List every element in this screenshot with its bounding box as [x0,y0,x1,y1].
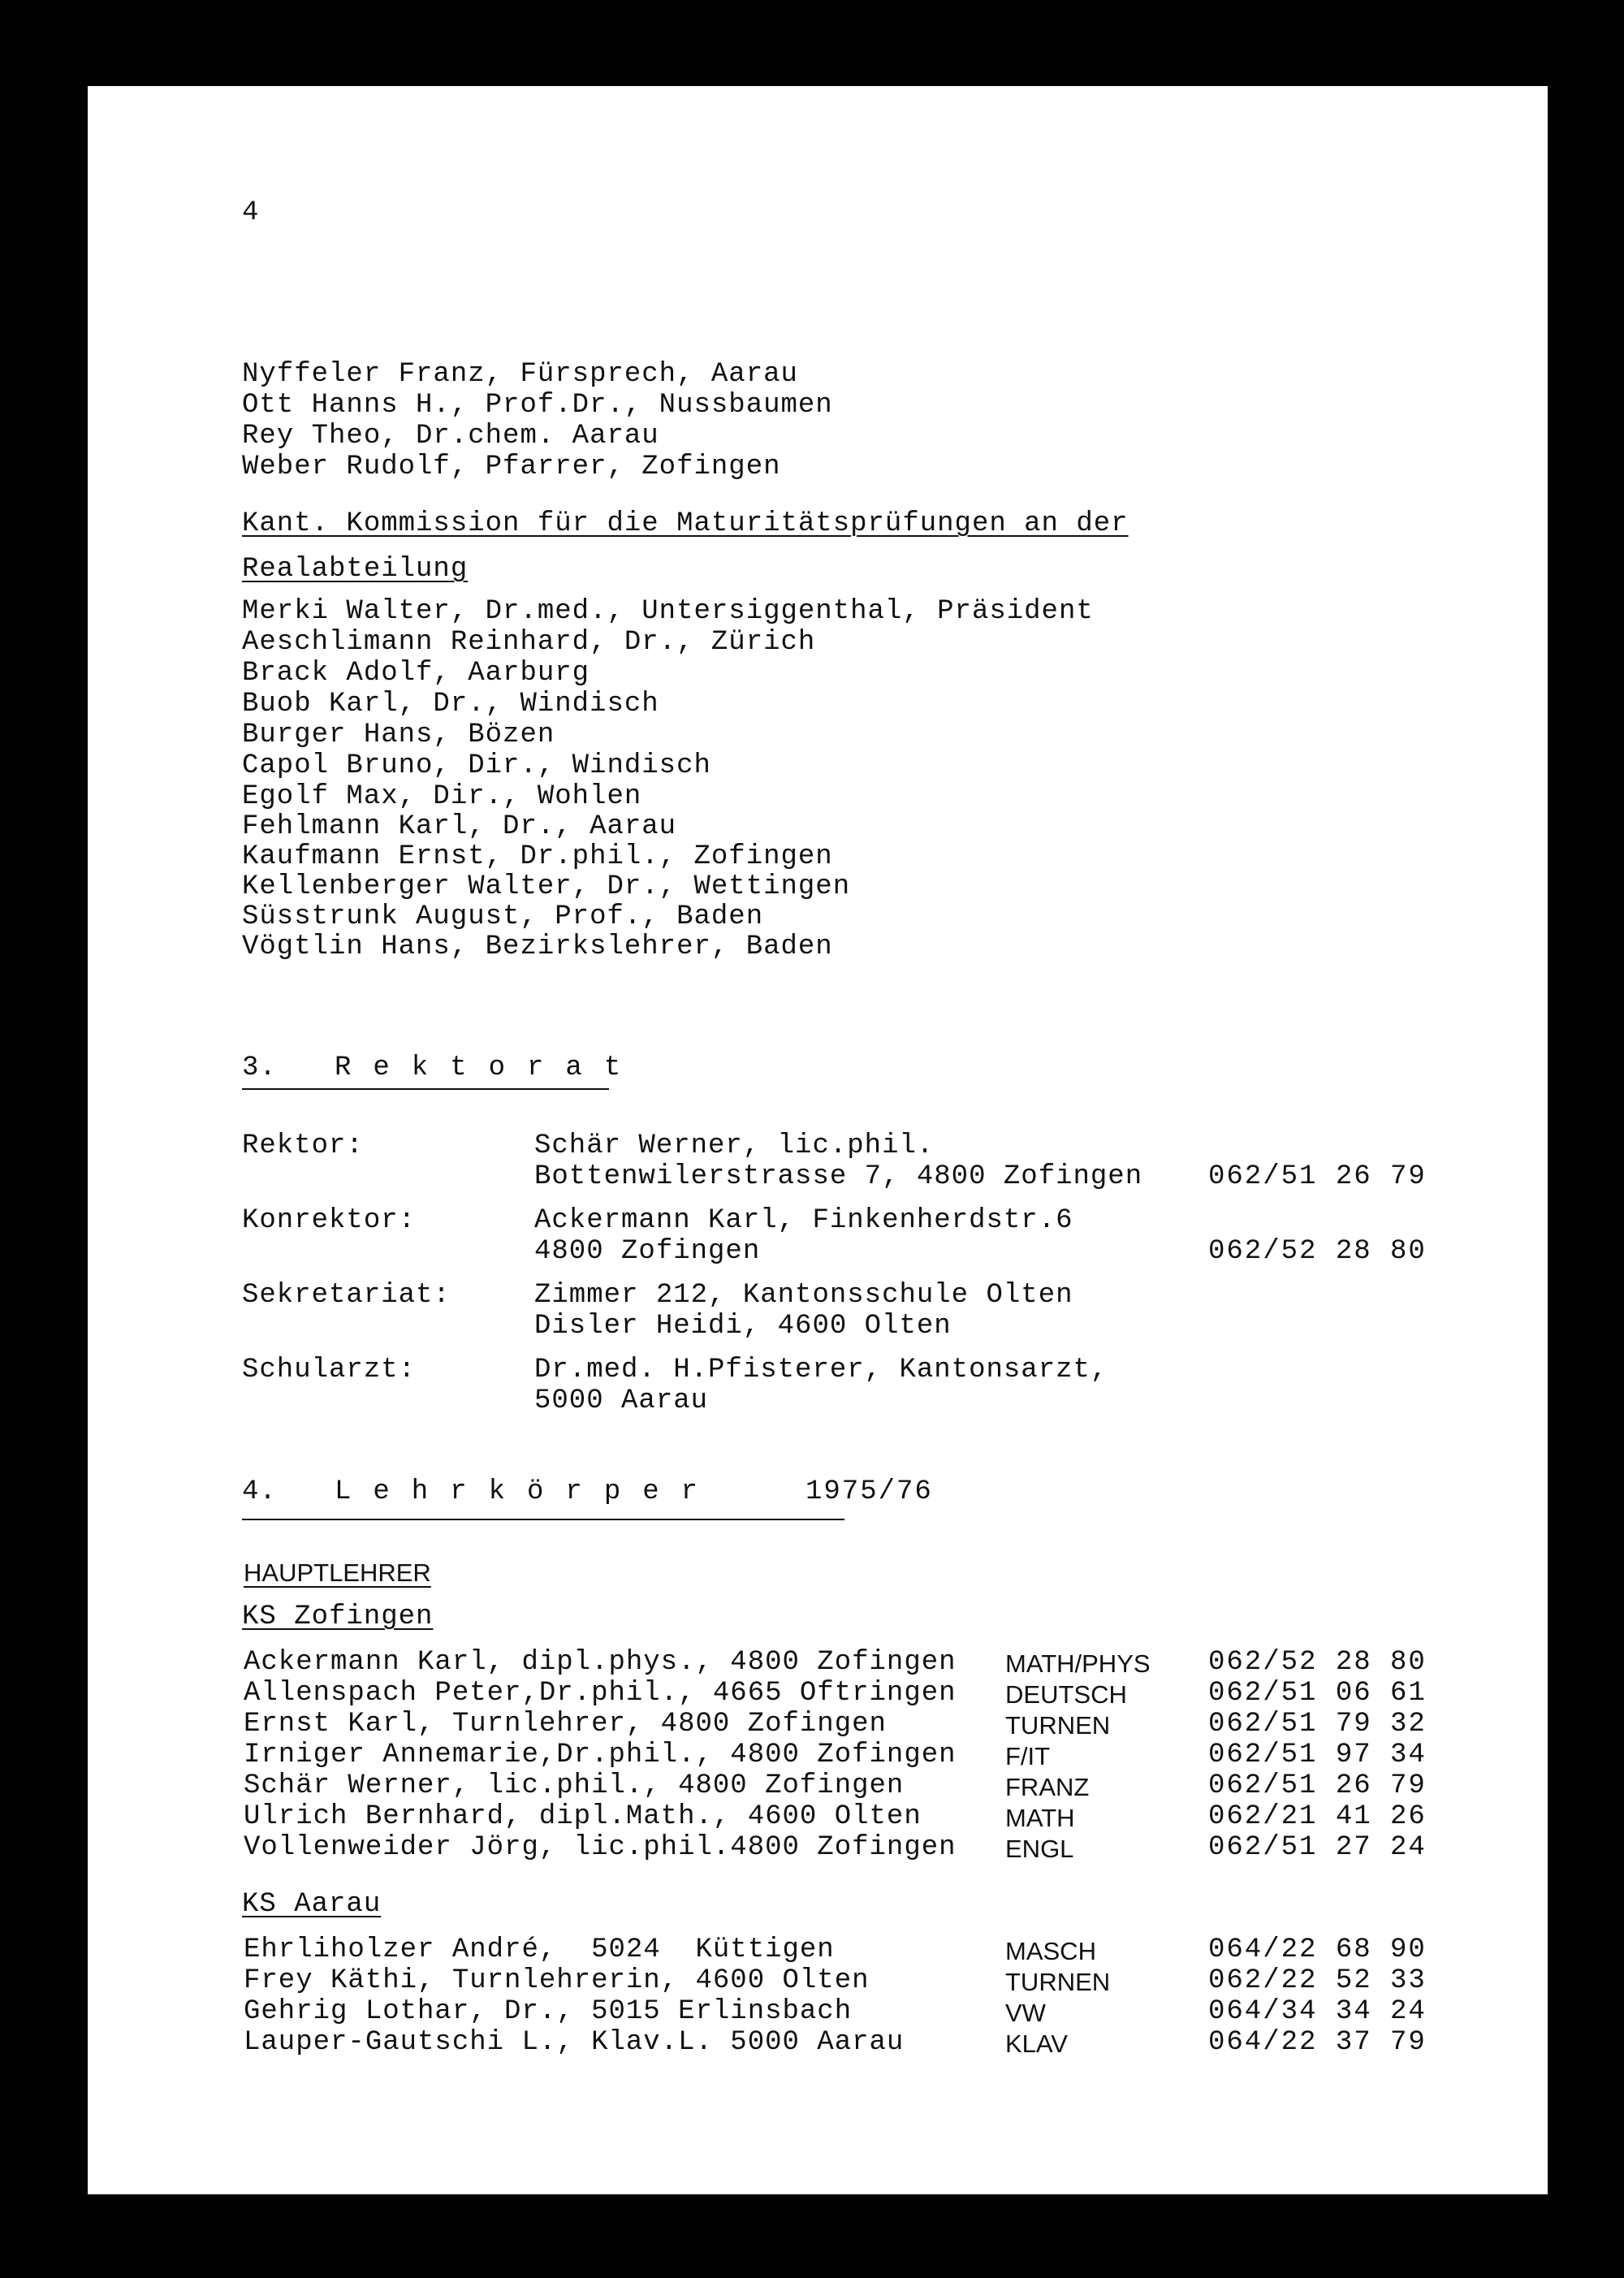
teacher-name: Ackermann Karl, dipl.phys., 4800 Zofingen [244,1647,957,1678]
rektorat-label: Sekretariat: [242,1280,451,1311]
teacher-name: Ehrliholzer André, 5024 Küttigen [244,1934,835,1965]
section-year: 1975/76 [806,1476,933,1507]
teacher-subject: DEUTSCH [1005,1680,1127,1709]
teacher-name: Lauper-Gautschi L., Klav.L. 5000 Aarau [244,2027,905,2058]
teacher-name: Irniger Annemarie,Dr.phil., 4800 Zofingen [244,1740,957,1770]
teacher-subject: FRANZ [1005,1773,1090,1801]
list-item: Brack Adolf, Aarburg [242,658,590,689]
list-item: Rey Theo, Dr.chem. Aarau [242,421,659,452]
teacher-phone: 062/51 97 34 [1208,1740,1427,1770]
rektorat-line: Disler Heidi, 4600 Olten [534,1311,952,1342]
teacher-phone: 062/51 27 24 [1208,1832,1427,1863]
list-item: Kaufmann Ernst, Dr.phil., Zofingen [242,841,833,872]
teacher-name: Schär Werner, lic.phil., 4800 Zofingen [244,1770,905,1801]
teacher-phone: 062/22 52 33 [1208,1965,1427,1996]
teacher-name: Gehrig Lothar, Dr., 5015 Erlinsbach [244,1996,853,2027]
teacher-phone: 064/22 68 90 [1208,1934,1427,1965]
teacher-name: Vollenweider Jörg, lic.phil.4800 Zofingen [244,1832,957,1863]
rektorat-line: Dr.med. H.Pfisterer, Kantonsarzt, [534,1355,1108,1385]
rektorat-line: 5000 Aarau [534,1385,709,1416]
section-underline [242,1519,844,1520]
list-item: Weber Rudolf, Pfarrer, Zofingen [242,452,781,482]
section-title: Rektorat [335,1053,643,1083]
phone-number: 062/51 26 79 [1208,1161,1427,1192]
list-item: Nyffeler Franz, Fürsprech, Aarau [242,359,798,390]
page-number: 4 [242,197,260,228]
rektorat-line: Bottenwilerstrasse 7, 4800 Zofingen [534,1161,1143,1192]
document-page [88,86,1548,2194]
section-underline [242,1088,609,1090]
list-item: Fehlmann Karl, Dr., Aarau [242,811,677,842]
list-item: Aeschlimann Reinhard, Dr., Zürich [242,627,816,658]
school-heading: KS Zofingen [242,1602,434,1632]
list-item: Burger Hans, Bözen [242,720,555,750]
section-number: 4. [242,1476,277,1507]
rektorat-line: Schär Werner, lic.phil. [534,1130,935,1161]
list-item: Süsstrunk August, Prof., Baden [242,901,764,932]
commission-heading-line1: Kant. Kommission für die Maturitätsprüfungen an der [242,508,1129,539]
school-heading: KS Aarau [242,1889,382,1920]
rektorat-label: Rektor: [242,1130,364,1161]
section-number: 3. [242,1053,277,1083]
rektorat-label: Schularzt: [242,1355,417,1385]
list-item: Egolf Max, Dir., Wohlen [242,781,642,812]
commission-heading-line2: Realabteilung [242,554,469,585]
teacher-subject: VW [1005,1999,1046,2027]
rektorat-line: Ackermann Karl, Finkenherdstr.6 [534,1205,1073,1236]
rektorat-label: Konrektor: [242,1205,417,1236]
teacher-subject: KLAV [1005,2029,1068,2058]
teacher-subject: ENGL [1005,1835,1074,1863]
teacher-name: Frey Käthi, Turnlehrerin, 4600 Olten [244,1965,870,1996]
list-item: Capol Bruno, Dir., Windisch [242,750,711,781]
teacher-name: Ernst Karl, Turnlehrer, 4800 Zofingen [244,1709,887,1740]
list-item: Kellenberger Walter, Dr., Wettingen [242,871,851,902]
teacher-phone: 062/52 28 80 [1208,1647,1427,1678]
group-heading: HAUPTLEHRER [244,1558,431,1587]
teacher-phone: 062/21 41 26 [1208,1801,1427,1832]
list-item: Vögtlin Hans, Bezirkslehrer, Baden [242,932,833,962]
list-item: Buob Karl, Dr., Windisch [242,689,659,720]
teacher-subject: MATH/PHYS [1005,1649,1151,1678]
teacher-phone: 064/34 34 24 [1208,1996,1427,2027]
phone-number: 062/52 28 80 [1208,1236,1427,1267]
teacher-subject: MASCH [1005,1937,1096,1965]
list-item: Merki Walter, Dr.med., Untersiggenthal, Präsident [242,596,1094,627]
teacher-subject: TURNEN [1005,1968,1111,1996]
teacher-phone: 062/51 79 32 [1208,1709,1427,1740]
list-item: Ott Hanns H., Prof.Dr., Nussbaumen [242,390,833,421]
rektorat-line: 4800 Zofingen [534,1236,761,1267]
teacher-phone: 062/51 06 61 [1208,1678,1427,1709]
teacher-subject: MATH [1005,1804,1075,1832]
teacher-subject: F/IT [1005,1742,1051,1770]
teacher-name: Allenspach Peter,Dr.phil., 4665 Oftringen [244,1678,957,1709]
teacher-name: Ulrich Bernhard, dipl.Math., 4600 Olten [244,1801,922,1832]
teacher-phone: 064/22 37 79 [1208,2027,1427,2058]
teacher-subject: TURNEN [1005,1711,1111,1740]
section-title: Lehrkörper [335,1476,720,1507]
rektorat-line: Zimmer 212, Kantonsschule Olten [534,1280,1073,1311]
teacher-phone: 062/51 26 79 [1208,1770,1427,1801]
